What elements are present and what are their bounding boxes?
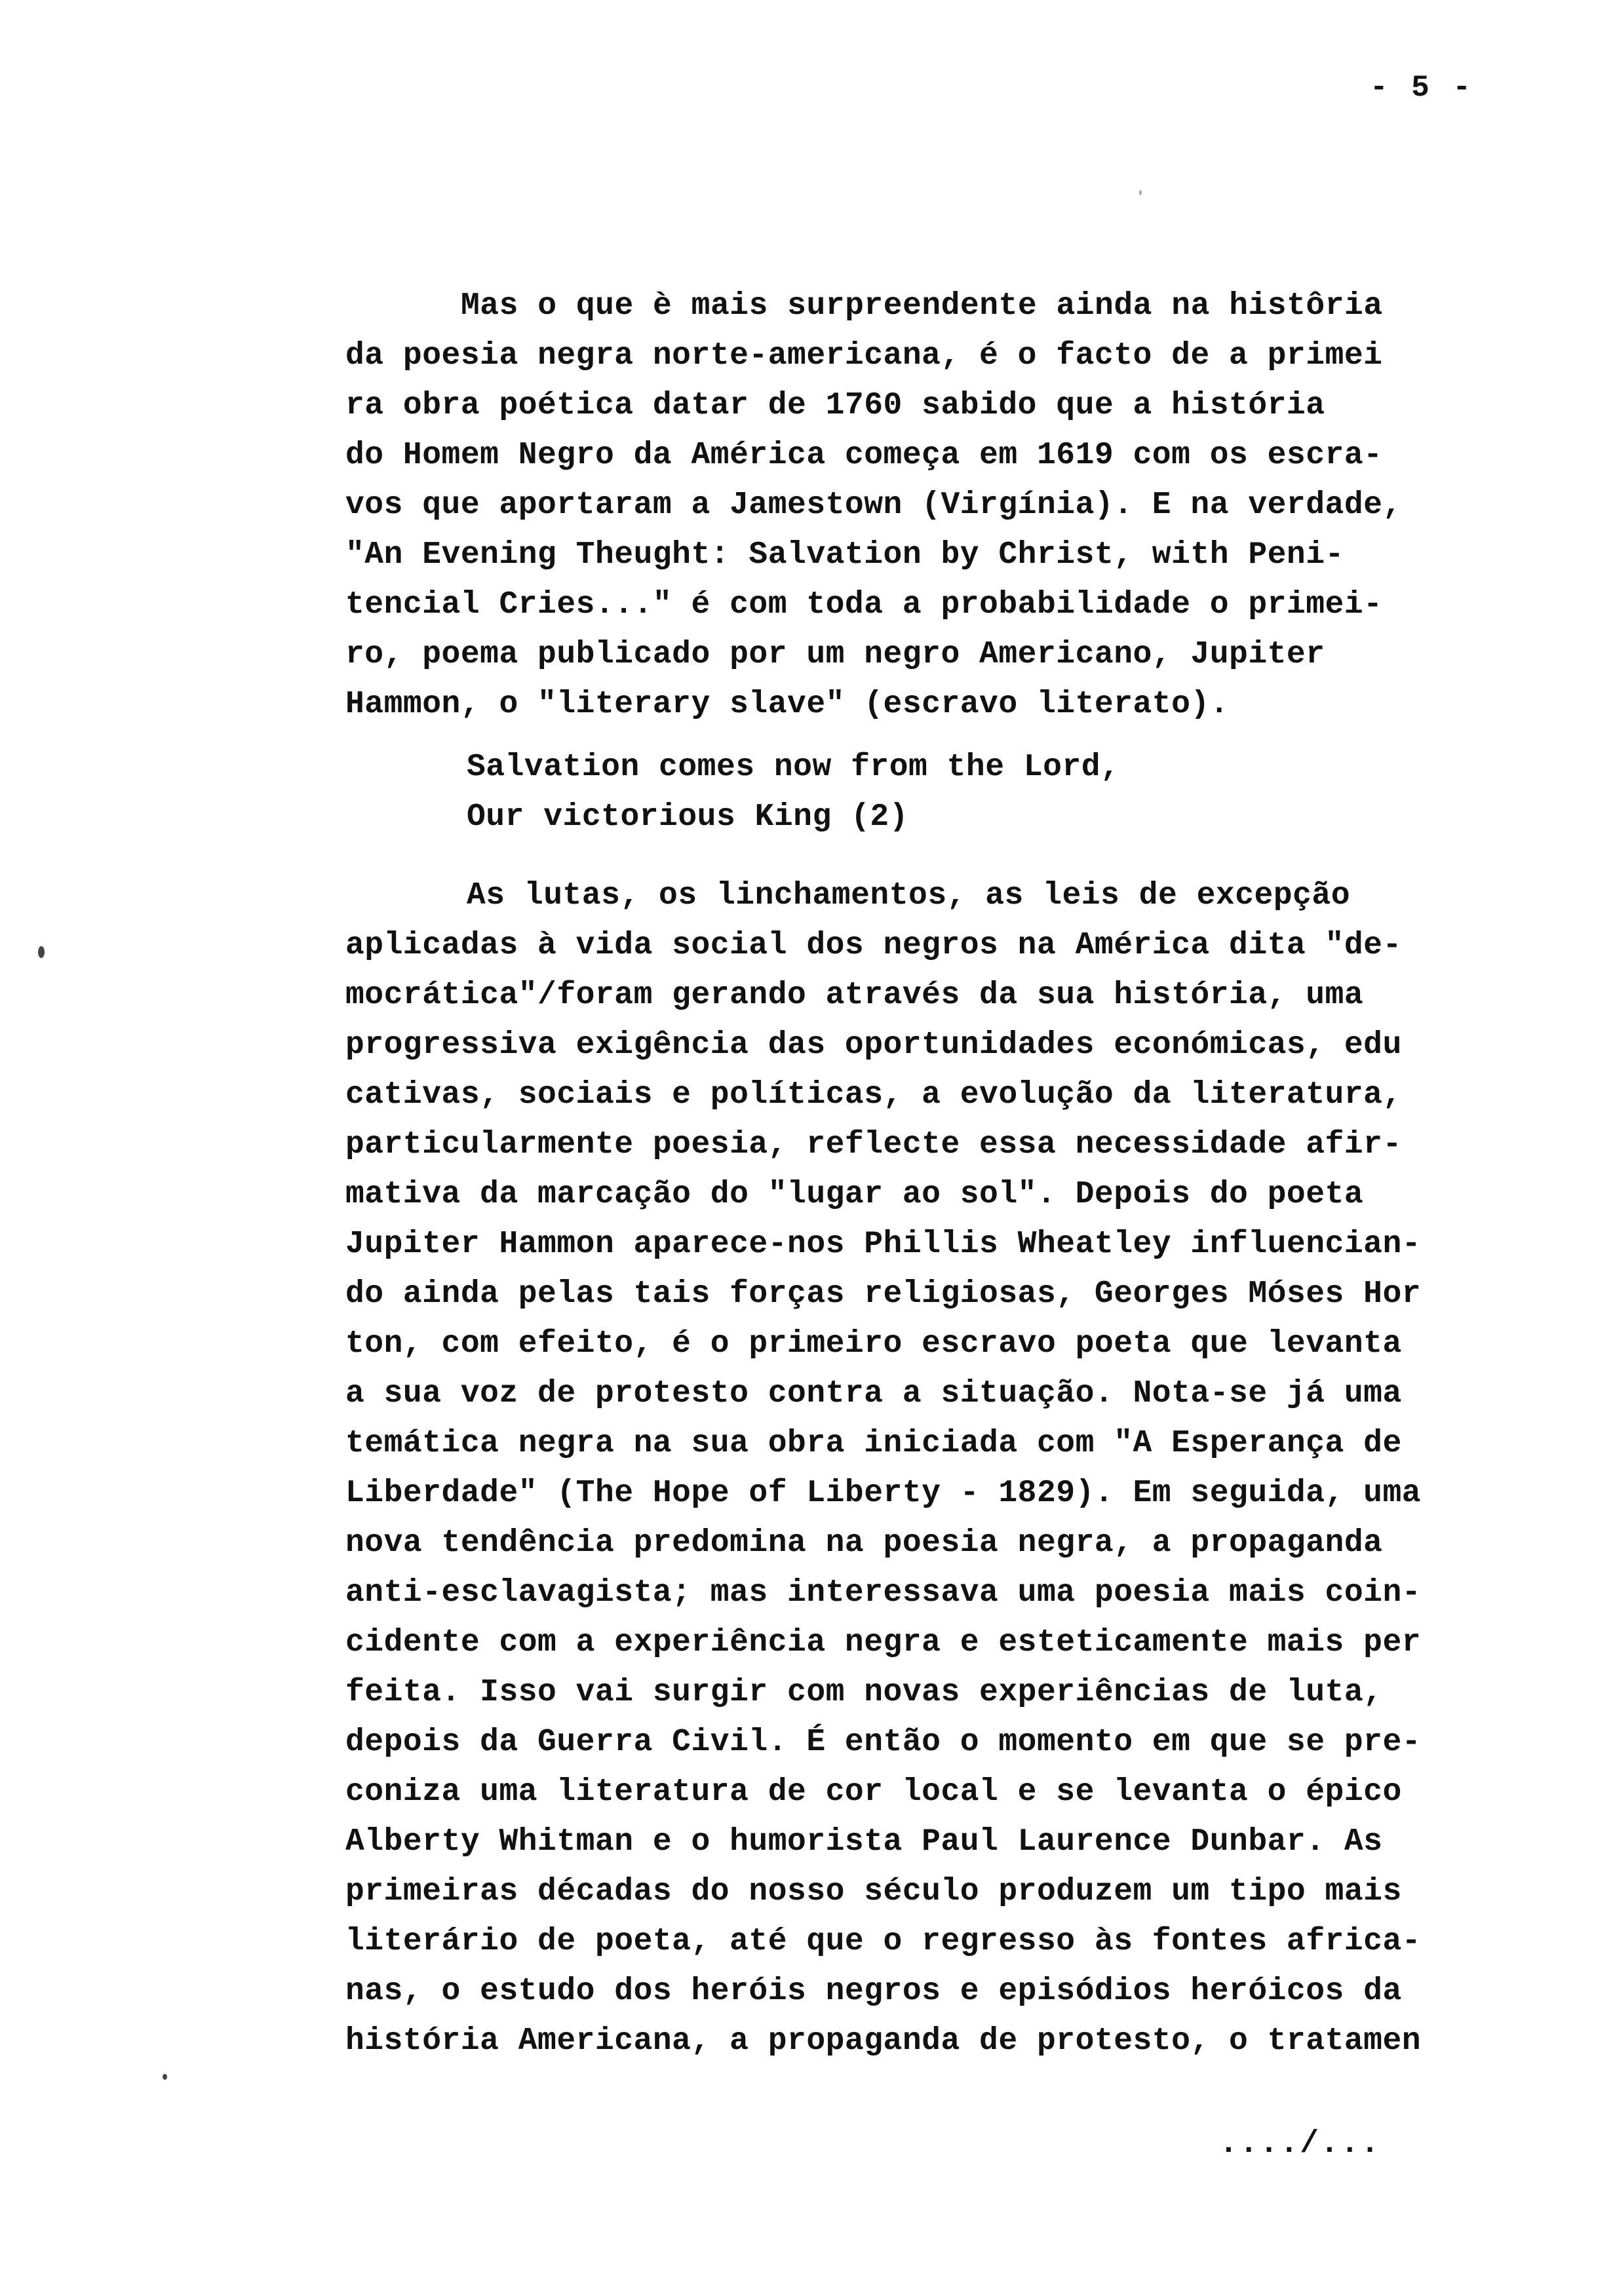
paragraph2-line-21: primeiras décadas do nosso século produzem um tipo mais [345, 1874, 1402, 1909]
paragraph2-line-11: a sua voz de protesto contra a situação. Nota-se já uma [345, 1376, 1402, 1411]
quote-line-2: Our victorious King (2) [467, 799, 909, 835]
paragraph2-line-10: ton, com efeito, é o primeiro escravo poeta que levanta [345, 1326, 1402, 1362]
paragraph2-line-24: história Americana, a propaganda de protesto, o tratamen [345, 2023, 1422, 2059]
paragraph2-line-1: As lutas, os linchamentos, as leis de excepção [467, 878, 1351, 913]
paragraph2-line-20: Alberty Whitman e o humorista Paul Laurence Dunbar. As [345, 1824, 1383, 1860]
paragraph1-line-7: tencial Cries..." é com toda a probabilidade o primei- [345, 587, 1383, 622]
page-number: - 5 - [1369, 71, 1473, 105]
paragraph2-line-23: nas, o estudo dos heróis negros e episódios heróicos da [345, 1974, 1402, 2009]
paragraph1-line-9: Hammon, o "literary slave" (escravo literato). [345, 687, 1230, 722]
paragraph2-line-8: Jupiter Hammon aparece-nos Phillis Wheatley influencian- [345, 1227, 1422, 1262]
paragraph1-line-4: do Homem Negro da América começa em 1619 com os escra- [345, 438, 1383, 473]
scan-speck [163, 2074, 167, 2080]
paragraph2-line-3: mocrática"/foram gerando através da sua história, uma [345, 978, 1364, 1013]
quote-line-1: Salvation comes now from the Lord, [467, 750, 1120, 785]
paragraph2-line-16: cidente com a experiência negra e esteticamente mais per [345, 1625, 1422, 1660]
paragraph1-line-5: vos que aportaram a Jamestown (Virgínia). E na verdade, [345, 488, 1402, 523]
scan-speck [1139, 190, 1142, 195]
paragraph2-line-13: Liberdade" (The Hope of Liberty - 1829). Em seguida, uma [345, 1476, 1422, 1511]
scan-speck [38, 946, 45, 958]
paragraph2-line-5: cativas, sociais e políticas, a evolução da literatura, [345, 1077, 1402, 1113]
paragraph1-line-2: da poesia negra norte-americana, é o facto de a primei [345, 338, 1383, 373]
paragraph2-line-7: mativa da marcação do "lugar ao sol". Depois do poeta [345, 1177, 1364, 1212]
paragraph1-line-1: Mas o que è mais surpreendente ainda na histôria [461, 288, 1383, 324]
paragraph2-line-17: feita. Isso vai surgir com novas experiências de luta, [345, 1675, 1383, 1710]
paragraph2-line-15: anti-esclavagista; mas interessava uma poesia mais coin- [345, 1575, 1422, 1611]
paragraph2-line-18: depois da Guerra Civil. É então o momento em que se pre- [345, 1725, 1422, 1760]
paragraph2-line-6: particularmente poesia, reflecte essa necessidade afir- [345, 1127, 1402, 1162]
paragraph2-line-14: nova tendência predomina na poesia negra, a propaganda [345, 1525, 1383, 1561]
continuation-mark: ..../... [1219, 2126, 1381, 2162]
paragraph2-line-4: progressiva exigência das oportunidades económicas, edu [345, 1027, 1402, 1063]
paragraph2-line-2: aplicadas à vida social dos negros na América dita "de- [345, 928, 1402, 963]
paragraph1-line-6: "An Evening Theught: Salvation by Christ, with Peni- [345, 537, 1344, 573]
paragraph1-line-8: ro, poema publicado por um negro Americano, Jupiter [345, 637, 1325, 672]
paragraph2-line-22: literário de poeta, até que o regresso às fontes africa- [345, 1924, 1422, 1959]
paragraph2-line-12: temática negra na sua obra iniciada com "A Esperança de [345, 1426, 1402, 1461]
paragraph1-line-3: ra obra poética datar de 1760 sabido que a história [345, 388, 1325, 423]
paragraph2-line-9: do ainda pelas tais forças religiosas, Georges Móses Hor [345, 1276, 1422, 1312]
paragraph2-line-19: coniza uma literatura de cor local e se levanta o épico [345, 1774, 1402, 1810]
